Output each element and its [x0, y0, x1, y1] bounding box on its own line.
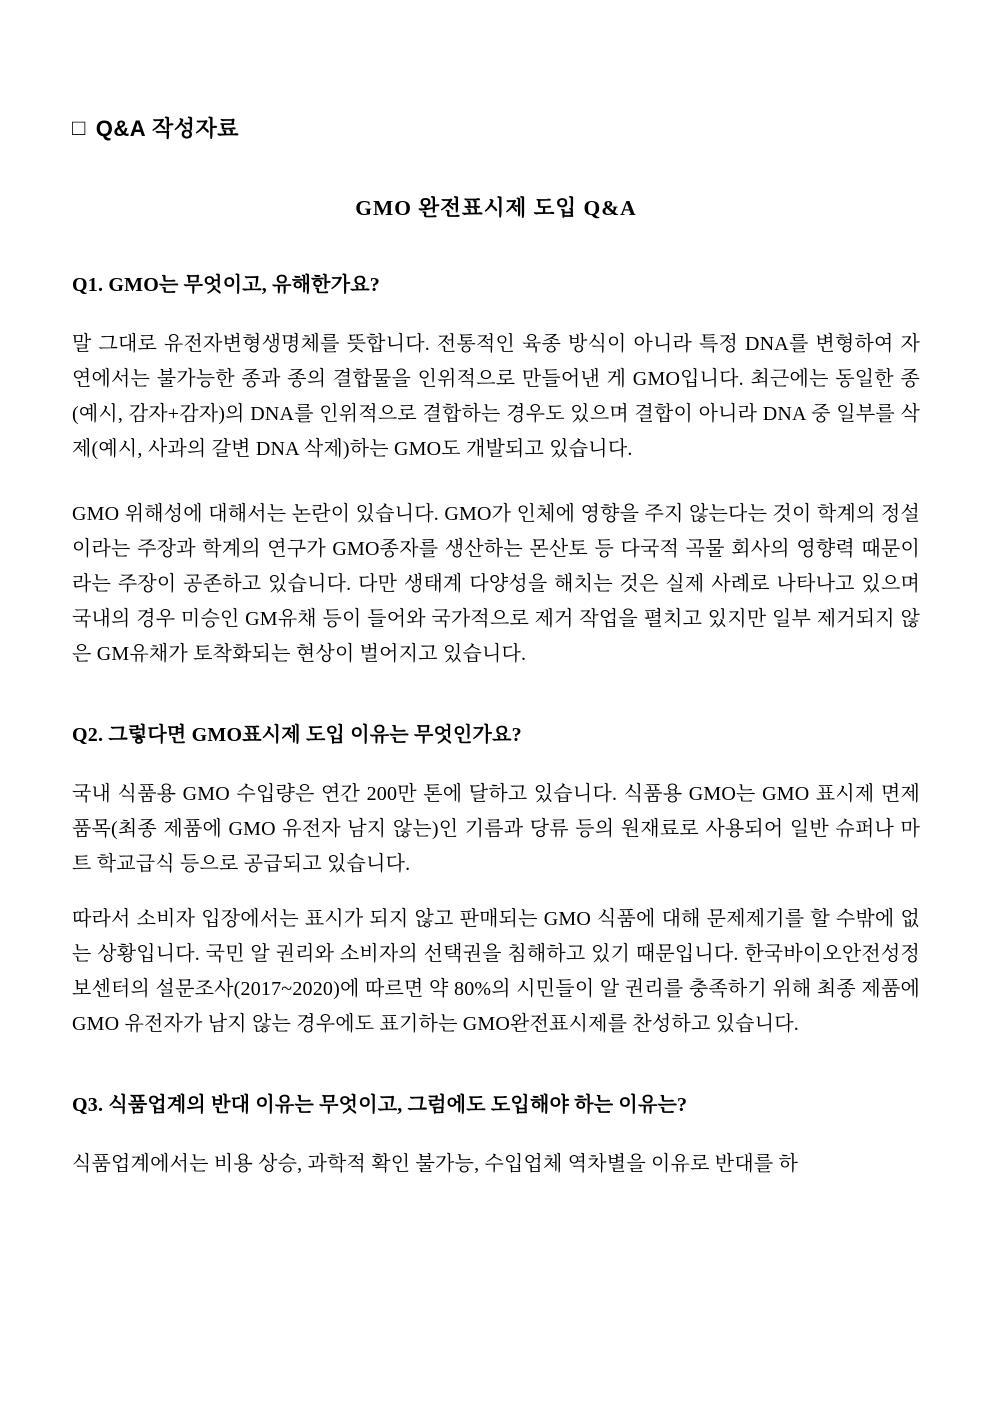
question-heading-q2: Q2. 그렇다면 GMO표시제 도입 이유는 무엇인가요?	[72, 724, 522, 746]
document-header-label: Q&A 작성자료	[95, 116, 239, 141]
document-title: GMO 완전표시제 도입 Q&A	[355, 196, 637, 220]
section-q1	[72, 268, 920, 672]
section-q3	[72, 1088, 920, 1182]
answer-paragraph: 말 그대로 유전자변형생명체를 뜻합니다. 전통적인 육종 방식이 아니라 특정 DNA를 변형하여 자연에서는 불가능한 종과 종의 결합물을 인위적으로 만들어낸 게 GMO입니다. 최근에는 동일한 종(예시, 감자+감자)의 DNA를 인위적으로 결합하는 경우도 있으며 결합이 아니라 DNA 중 일부를 삭제(예시, 사과의 갈변 DNA 삭제)하는 GMO도 개발되고 있습니다.	[72, 333, 920, 460]
answer-paragraph: 따라서 소비자 입장에서는 표시가 되지 않고 판매되는 GMO 식품에 대해 문제제기를 할 수밖에 없는 상황입니다. 국민 알 권리와 소비자의 선택권을 침해하고 있기 때문입니다. 한국바이오안전성정보센터의 설문조사(2017~2020)에 따르면 약 80%의 시민들이 알 권리를 충족하기 위해 최종 제품에 GMO 유전자가 남지 않는 경우에도 표기하는 GMO완전표시제를 찬성하고 있습니다.	[72, 908, 920, 1035]
question-heading-q3: Q3. 식품업계의 반대 이유는 무엇이고, 그럼에도 도입해야 하는 이유는?	[72, 1094, 688, 1116]
section-q2	[72, 718, 920, 1042]
answer-paragraph: 국내 식품용 GMO 수입량은 연간 200만 톤에 달하고 있습니다. 식품용 GMO는 GMO 표시제 면제 품목(최종 제품에 GMO 유전자 남지 않는)인 기름과 당류 등의 원재료로 사용되어 일반 슈퍼나 마트 학교급식 등으로 공급되고 있습니다.	[72, 783, 920, 875]
answer-paragraph: GMO 위해성에 대해서는 논란이 있습니다. GMO가 인체에 영향을 주지 않는다는 것이 학계의 정설이라는 주장과 학계의 연구가 GMO종자를 생산하는 몬산토 등 다국적 곡물 회사의 영향력 때문이라는 주장이 공존하고 있습니다. 다만 생태계 다양성을 해치는 것은 실제 사례로 나타나고 있으며 국내의 경우 미승인 GM유채 등이 들어와 국가적으로 제거 작업을 펼치고 있지만 일부 제거되지 않은 GM유채가 토착화되는 현상이 벌어지고 있습니다.	[72, 503, 920, 665]
document-header	[72, 112, 920, 143]
question-heading-q1: Q1. GMO는 무엇이고, 유해한가요?	[72, 274, 380, 296]
square-bullet-icon: □	[72, 115, 86, 140]
answer-paragraph: 식품업계에서는 비용 상승, 과학적 확인 불가능, 수입업체 역차별을 이유로 반대를 하	[72, 1153, 799, 1175]
